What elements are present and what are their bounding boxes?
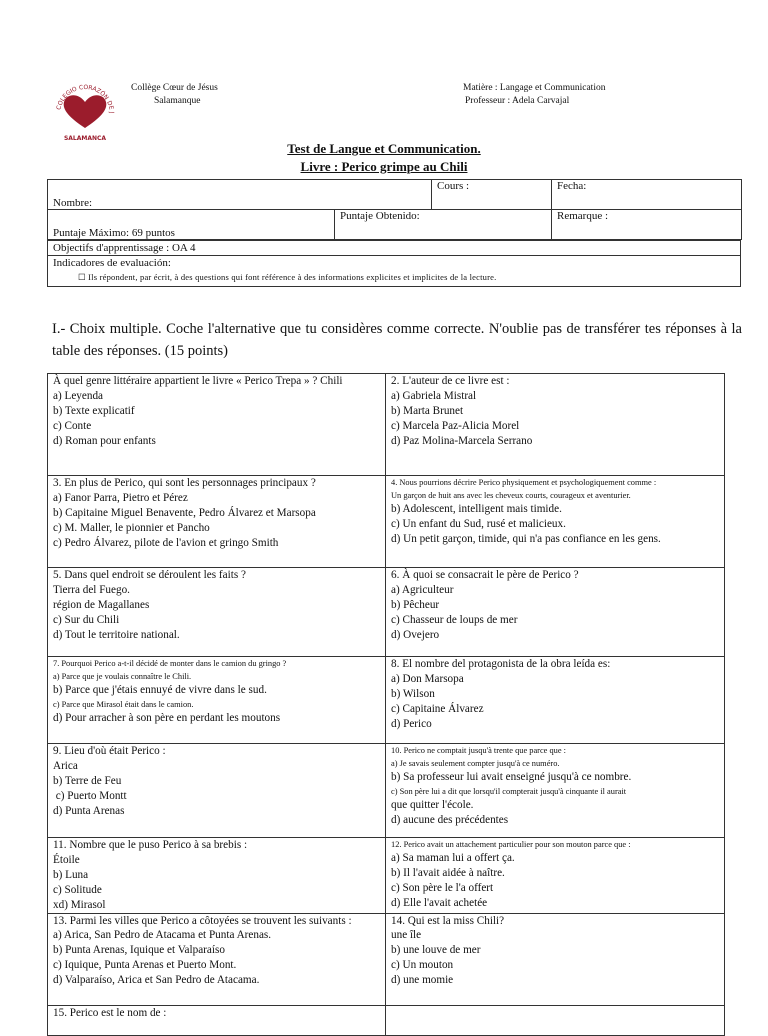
question-6	[386, 568, 725, 657]
option-c[interactable]: c) Son père lui a dit que lorsqu'il compterait jusqu'à cinquante il aurait	[391, 786, 627, 796]
question-text: 10. Perico ne comptait jusqu'à trente que parce que :	[391, 746, 566, 755]
option-a[interactable]: Étoile	[53, 853, 80, 866]
question-text: 8. El nombre del protagonista de la obra leída es:	[391, 658, 611, 670]
option-d[interactable]: d) Paz Molina-Marcela Serrano	[391, 434, 533, 447]
option-c[interactable]: c) Iquique, Punta Arenas et Puerto Mont.	[53, 959, 237, 972]
option-a[interactable]: a) Arica, San Pedro de Atacama et Punta Arenas.	[53, 929, 272, 942]
option-d[interactable]: d) Tout le territoire national.	[53, 628, 180, 641]
puntaje-obtenido-field[interactable]: Puntaje Obtenido:	[335, 210, 552, 240]
option-c[interactable]: c) Conte	[53, 419, 92, 432]
question-text: 11. Nombre que le puso Perico à sa brebis :	[53, 839, 248, 851]
question-1	[48, 374, 386, 476]
option-b[interactable]: b) Adolescent, intelligent mais timide.	[391, 503, 562, 515]
nombre-field[interactable]: Nombre:	[48, 180, 432, 210]
question-text: 12. Perico avait un attachement particulier pour son mouton parce que :	[391, 840, 631, 849]
option-d[interactable]: d) Punta Arenas	[53, 804, 125, 817]
option-c[interactable]: c) Capitaine Álvarez	[391, 702, 484, 715]
question-text: 9. Lieu d'où était Perico :	[53, 745, 166, 757]
option-a[interactable]: une île	[391, 929, 422, 942]
option-c[interactable]: c) Chasseur de loups de mer	[391, 613, 518, 626]
question-12	[386, 838, 725, 914]
option-d[interactable]: d) Ovejero	[391, 628, 440, 641]
option-a[interactable]: Un garçon de huit ans avec les cheveux courts, courageux et aventurier.	[391, 491, 631, 500]
option-d[interactable]: d) Perico	[391, 717, 432, 730]
page-title: Test de Langue et Communication.	[287, 141, 481, 156]
option-a[interactable]: a) Don Marsopa	[391, 672, 464, 685]
option-c[interactable]: c) Son père le l'a offert	[391, 881, 494, 894]
option-c[interactable]: c) Un mouton	[391, 959, 454, 972]
fecha-field[interactable]: Fecha:	[552, 180, 742, 210]
option-c[interactable]: c) Parce que Mirasol était dans le camion.	[53, 699, 194, 709]
option-a[interactable]: a) Leyenda	[53, 389, 103, 402]
option-b[interactable]: b) Wilson	[391, 687, 435, 700]
option-b[interactable]: b) Texte explicatif	[53, 404, 135, 417]
question-3	[48, 476, 386, 568]
question-9	[48, 744, 386, 838]
option-d[interactable]: d) Roman pour enfants	[53, 434, 156, 447]
page-subtitle: Livre : Perico grimpe au Chili	[300, 159, 468, 174]
option-c[interactable]: c) Sur du Chili	[53, 613, 120, 626]
question-16-empty	[386, 1005, 725, 1035]
option-c-continued: que quitter l'école.	[391, 798, 474, 811]
option-b[interactable]: région de Magallanes	[53, 598, 150, 611]
option-b[interactable]: b) Punta Arenas, Iquique et Valparaíso	[53, 944, 225, 957]
question-14	[386, 913, 725, 1005]
question-text: 13. Parmi les villes que Perico a côtoyées se trouvent les suivants :	[53, 914, 352, 927]
option-b[interactable]: b) Terre de Feu	[53, 774, 122, 787]
option-c[interactable]: c) Solitude	[53, 883, 102, 896]
question-text: 2. L'auteur de ce livre est :	[391, 375, 510, 387]
option-a[interactable]: a) Parce que je voulais connaître le Chili.	[53, 672, 192, 681]
question-text: 5. Dans quel endroit se déroulent les faits ?	[53, 569, 246, 581]
question-15	[48, 1005, 386, 1035]
svg-text:SALAMANCA: SALAMANCA	[63, 135, 107, 142]
option-c[interactable]: c) Puerto Montt	[53, 789, 127, 802]
school-city: Salamanque	[154, 96, 201, 106]
learning-objective: Objectifs d'apprentissage : OA 4	[48, 241, 740, 256]
option-d[interactable]: d) Valparaíso, Arica et San Pedro de Atacama.	[53, 974, 260, 987]
option-c[interactable]: c) Un enfant du Sud, rusé et malicieux.	[391, 517, 566, 530]
subject-label: Matière : Langage et Communication	[463, 83, 606, 93]
questions-table	[47, 373, 725, 1036]
school-logo	[50, 80, 120, 144]
option-a[interactable]: a) Agriculteur	[391, 583, 454, 596]
option-a[interactable]: a) Gabriela Mistral	[391, 389, 477, 402]
option-b[interactable]: b) Luna	[53, 868, 89, 881]
option-b[interactable]: b) Il l'avait aidée à naître.	[391, 866, 505, 879]
option-b[interactable]: b) Marta Brunet	[391, 404, 464, 417]
indicators-label: Indicadores de evaluación:	[53, 257, 171, 269]
option-c[interactable]: c) Marcela Paz-Alicia Morel	[391, 419, 520, 432]
student-info-table	[47, 179, 742, 240]
question-text: 6. À quoi se consacrait le père de Perico ?	[391, 569, 579, 581]
option-b[interactable]: b) Parce que j'étais ennuyé de vivre dans le sud.	[53, 684, 267, 696]
option-d[interactable]: xd) Mirasol	[53, 898, 106, 911]
section-instructions: I.- Choix multiple. Coche l'alternative que tu considères comme correcte. N'oublie pas de transférer tes réponses à la table des réponses. (15 points)	[52, 321, 742, 359]
question-5	[48, 568, 386, 657]
question-text: 14. Qui est la miss Chili?	[391, 914, 505, 927]
option-b[interactable]: b) Sa professeur lui avait enseigné jusqu'à ce nombre.	[391, 771, 632, 783]
question-8	[386, 657, 725, 744]
question-text: 15. Perico est le nom de :	[53, 1006, 167, 1019]
indicator-item: ☐ Ils répondent, par écrit, à des questions qui font référence à des informations explicites et implicites de la lecture.	[78, 272, 497, 282]
cours-field[interactable]: Cours :	[432, 180, 552, 210]
option-d[interactable]: d) Elle l'avait achetée	[391, 896, 488, 909]
question-2	[386, 374, 725, 476]
option-b[interactable]: b) Capitaine Miguel Benavente, Pedro Álvarez et Marsopa	[53, 506, 316, 519]
question-text: 3. En plus de Perico, qui sont les personnages principaux ?	[53, 477, 316, 489]
question-text: 7. Pourquoi Perico a-t-il décidé de monter dans le camion du gringo ?	[53, 659, 287, 668]
question-11	[48, 838, 386, 914]
option-d[interactable]: d) une momie	[391, 974, 454, 987]
option-d[interactable]: c) Pedro Álvarez, pilote de l'avion et gringo Smith	[53, 536, 279, 549]
school-name: Collège Cœur de Jésus	[131, 83, 218, 93]
option-d[interactable]: d) aucune des précédentes	[391, 813, 509, 826]
option-a[interactable]: Arica	[53, 759, 78, 772]
objectives-box	[47, 240, 741, 287]
question-10	[386, 744, 725, 838]
option-b[interactable]: b) une louve de mer	[391, 944, 481, 957]
option-b[interactable]: b) Pêcheur	[391, 598, 440, 611]
question-13	[48, 913, 386, 1005]
question-text: À quel genre littéraire appartient le livre « Perico Trepa » ? Chili	[53, 375, 343, 387]
option-d[interactable]: d) Pour arracher à son père en perdant les moutons	[53, 711, 281, 724]
question-4	[386, 476, 725, 568]
option-a[interactable]: Tierra del Fuego.	[53, 583, 130, 596]
remarque-field[interactable]: Remarque :	[552, 210, 742, 240]
svg-text:COLEGIO CORAZÓN DE JESÚS: COLEGIO CORAZÓN DE J	[55, 83, 116, 114]
teacher-label: Professeur : Adela Carvajal	[465, 96, 570, 106]
option-a[interactable]: a) Fanor Parra, Pietro et Pérez	[53, 491, 188, 504]
question-7	[48, 657, 386, 744]
option-d[interactable]: d) Un petit garçon, timide, qui n'a pas confiance en les gens.	[391, 532, 661, 545]
question-text: 4. Nous pourrions décrire Perico physiquement et psychologiquement comme :	[391, 478, 657, 487]
option-a[interactable]: a) Sa maman lui a offert ça.	[391, 852, 515, 864]
option-c[interactable]: c) M. Maller, le pionnier et Pancho	[53, 521, 210, 534]
option-a[interactable]: a) Je savais seulement compter jusqu'à ce numéro.	[391, 759, 560, 768]
puntaje-maximo: Puntaje Máximo: 69 puntos	[48, 210, 335, 240]
